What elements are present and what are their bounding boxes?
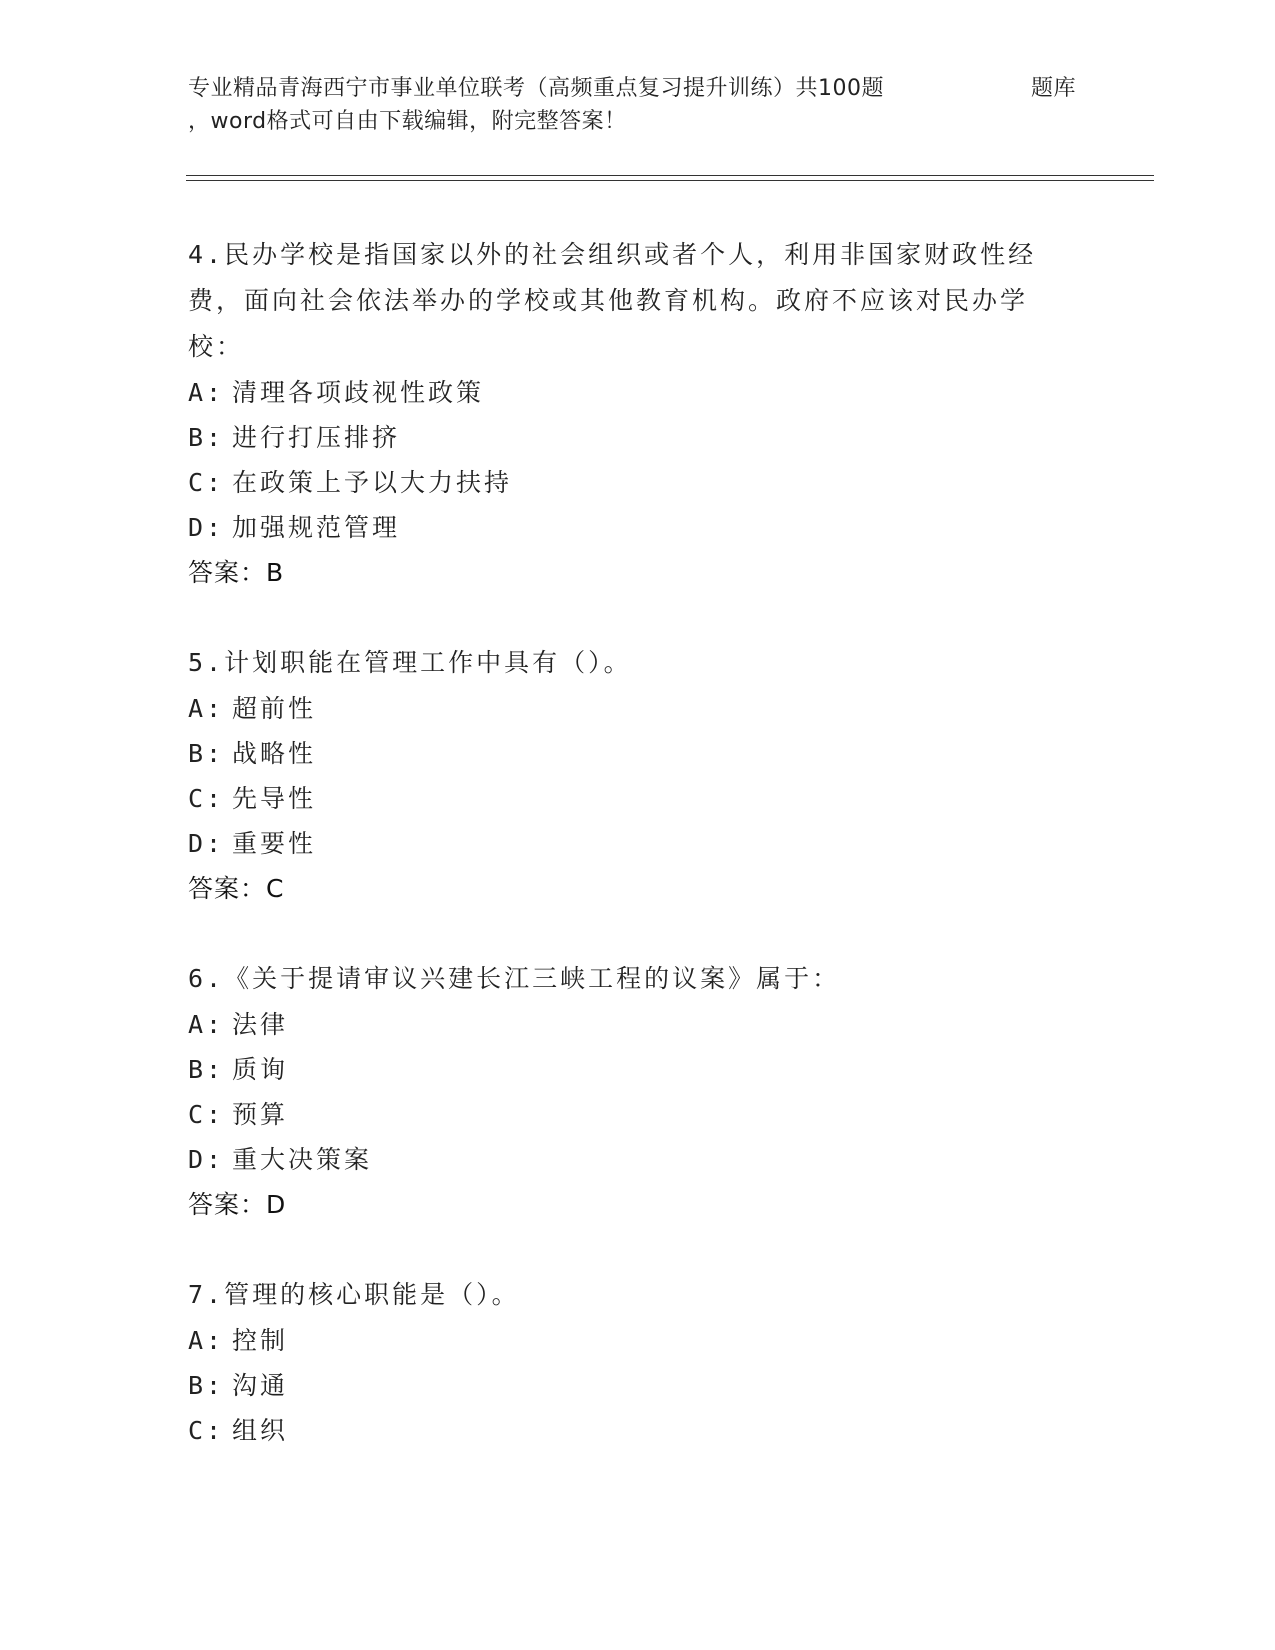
option-text: 战略性 (232, 739, 317, 768)
document-subtitle: ，word格式可自由下载编辑，附完整答案！ (188, 109, 627, 134)
option-text: 超前性 (232, 694, 317, 723)
option-b (188, 1047, 1068, 1092)
option-a (188, 370, 1068, 415)
option-text: 清理各项歧视性政策 (232, 378, 485, 407)
option-text: 质询 (232, 1055, 289, 1084)
question-text: 7.管理的核心职能是（）。 (188, 1280, 520, 1309)
option-text: 组织 (232, 1416, 289, 1445)
option-text: 预算 (232, 1100, 289, 1129)
answer: 答案：D (188, 1190, 287, 1219)
question-6 (188, 956, 1068, 1228)
option-c (188, 776, 1068, 821)
option-label: D: (188, 513, 225, 542)
option-b (188, 731, 1068, 776)
option-label: C: (188, 784, 225, 813)
question-7 (188, 1272, 1068, 1453)
option-text: 沟通 (232, 1371, 289, 1400)
option-text: 进行打压排挤 (232, 423, 401, 452)
option-label: C: (188, 468, 225, 497)
header-divider-bottom (186, 180, 1154, 181)
option-b (188, 1363, 1068, 1408)
question-5 (188, 640, 1068, 912)
option-c (188, 1408, 1068, 1453)
option-text: 重要性 (232, 829, 317, 858)
answer: 答案：C (188, 874, 285, 903)
option-label: A: (188, 1326, 225, 1355)
option-label: B: (188, 739, 225, 768)
option-label: A: (188, 694, 225, 723)
option-label: D: (188, 1145, 225, 1174)
document-title: 专业精品青海西宁市事业单位联考（高频重点复习提升训练）共100题 (188, 76, 884, 101)
option-label: B: (188, 1371, 225, 1400)
option-text: 加强规范管理 (232, 513, 401, 542)
option-c (188, 1092, 1068, 1137)
option-a (188, 1318, 1068, 1363)
answer: 答案：B (188, 558, 285, 587)
option-label: D: (188, 829, 225, 858)
option-d (188, 1137, 1068, 1182)
question-text: 5.计划职能在管理工作中具有（）。 (188, 648, 632, 677)
header-divider-top (186, 175, 1154, 176)
option-label: B: (188, 1055, 225, 1084)
option-d (188, 505, 1068, 550)
option-label: A: (188, 1010, 225, 1039)
option-text: 控制 (232, 1326, 289, 1355)
option-text: 先导性 (232, 784, 317, 813)
question-4 (188, 232, 1068, 596)
option-text: 在政策上予以大力扶持 (232, 468, 513, 497)
option-label: C: (188, 1100, 225, 1129)
option-text: 重大决策案 (232, 1145, 373, 1174)
header-tag: 题库 (1031, 76, 1077, 101)
option-label: C: (188, 1416, 225, 1445)
option-label: A: (188, 378, 225, 407)
option-d (188, 821, 1068, 866)
question-text: 4.民办学校是指国家以外的社会组织或者个人，利用非国家财政性经费，面向社会依法举办的学校或其他教育机构。政府不应该对民办学校： (188, 240, 1037, 361)
option-label: B: (188, 423, 225, 452)
option-a (188, 1002, 1068, 1047)
question-list (188, 232, 1068, 1497)
option-c (188, 460, 1068, 505)
option-a (188, 686, 1068, 731)
option-b (188, 415, 1068, 460)
option-text: 法律 (232, 1010, 289, 1039)
question-text: 6.《关于提请审议兴建长江三峡工程的议案》属于： (188, 964, 841, 993)
header-line (188, 72, 1153, 105)
page-header (188, 72, 1153, 138)
